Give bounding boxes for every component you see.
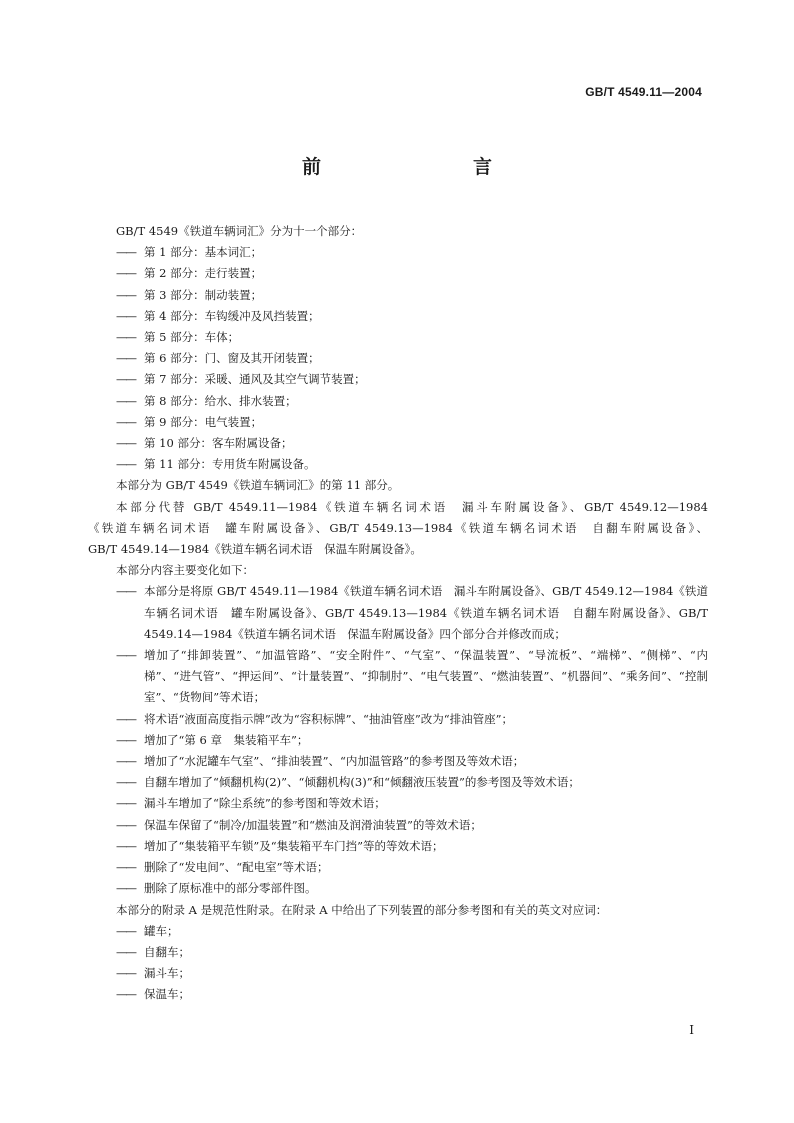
list-dash: —— (116, 372, 135, 387)
list-dash: —— (116, 351, 135, 366)
list-item-text: 漏斗车增加了“除尘系统”的参考图和等效术语； (144, 796, 386, 811)
list-item-text: 增加了“水泥罐车气室”、“排油装置”、“内加温管路”的参考图及等效术语； (144, 754, 525, 769)
annex-list-item (88, 942, 708, 963)
change-list-item (88, 772, 708, 793)
list-item-text: 保温车保留了“制冷/加温装置”和“燃油及润滑油装置”的等效术语； (144, 817, 482, 832)
annex-list (88, 921, 708, 1006)
change-list-item (88, 878, 708, 899)
list-item-text: 自翻车增加了“倾翻机构(2)”、“倾翻机构(3)”和“倾翻液压装置”的参考图及等效术语； (144, 775, 580, 790)
change-list-item (88, 815, 708, 836)
intro-paragraph: GB/T 4549《铁道车辆词汇》分为十一个部分： (116, 224, 363, 238)
list-dash: —— (116, 393, 135, 408)
part-list-item (88, 412, 708, 433)
change-list-item (88, 709, 708, 730)
list-item-text: 第 5 部分：车体； (144, 330, 240, 345)
change-list-item (88, 645, 708, 709)
list-dash: —— (116, 838, 135, 853)
changes-list (88, 581, 708, 899)
annex-list-item (88, 963, 708, 984)
list-item-text: 删除了原标准中的部分零部件图。 (144, 881, 317, 896)
parts-list (88, 242, 708, 475)
list-dash: —— (116, 436, 135, 451)
replaces-line: 《铁道车辆名词术语 罐车附属设备》、GB/T 4549.13—1984《铁道车辆名词术语 自翻车附属设备》、 (88, 520, 708, 535)
part-list-item (88, 433, 708, 454)
annex-list-item (88, 921, 708, 942)
replaces-line: 本部分代替 GB/T 4549.11—1984《铁道车辆名词术语 漏斗车附属设备》、GB/T 4549.12—1984 (116, 499, 708, 514)
change-list-item (88, 751, 708, 772)
list-item-text: 第 6 部分：门、窗及其开闭装置； (144, 351, 320, 366)
part-list-item (88, 454, 708, 475)
list-item-text: 增加了“第 6 章 集装箱平车”； (144, 732, 309, 747)
part-list-item (88, 285, 708, 306)
list-item-text: 本部分是将原 GB/T 4549.11—1984《铁道车辆名词术语 漏斗车附属设备》、GB/T 4549.12—1984《铁道车辆名词术语 罐车附属设备》、GB/T 4549.13—1984《铁道车辆名词术语 自翻车附属设备》、GB/T 4549.14—1984《铁道车辆名词术语 保温车附属设备》四个部分合并修改而成； (144, 584, 708, 641)
list-item-text: 第 7 部分：采暖、通风及其空气调节装置； (144, 372, 366, 387)
list-item-text: 第 11 部分：专用货车附属设备。 (144, 457, 316, 472)
standard-code: GB/T 4549.11—2004 (585, 85, 702, 99)
change-list-item (88, 836, 708, 857)
part-list-item (88, 263, 708, 284)
part-list-item (88, 348, 708, 369)
list-dash: —— (116, 287, 135, 302)
list-dash: —— (116, 796, 135, 811)
list-dash: —— (116, 330, 135, 345)
change-list-item (88, 793, 708, 814)
part-list-item (88, 242, 708, 263)
page-title: 前 言 (301, 156, 530, 178)
list-dash: —— (116, 966, 135, 981)
list-item-text: 增加了“集装箱平车锁”及“集装箱平车门挡”等的等效术语； (144, 838, 444, 853)
list-dash: —— (116, 457, 135, 472)
list-dash: —— (116, 732, 135, 747)
list-dash: —— (116, 648, 135, 663)
list-item-text: 漏斗车； (144, 966, 190, 981)
list-item-text: 第 2 部分：走行装置； (144, 266, 263, 281)
part-list-item (88, 369, 708, 390)
change-list-item (88, 857, 708, 878)
list-dash: —— (116, 817, 135, 832)
part-list-item (88, 306, 708, 327)
list-item-text: 第 4 部分：车钩缓冲及风挡装置； (144, 308, 320, 323)
foreword-body (88, 221, 708, 1006)
part-list-item (88, 391, 708, 412)
list-dash: —— (116, 414, 135, 429)
list-dash: —— (116, 711, 135, 726)
replaces-paragraph (88, 497, 708, 561)
list-item-text: 删除了“发电间”、“配电室”等术语； (144, 860, 329, 875)
list-dash: —— (116, 308, 135, 323)
part-list-item (88, 327, 708, 348)
list-item-text: 增加了“排卸装置”、“加温管路”、“安全附件”、“气室”、“保温装置”、“导流板”、“端梯”、“侧梯”、“内梯”、“进气管”、“押运间”、“计量装置”、“抑制肘”、“电气装置”、“燃油装置”、“机器间”、“乘务间”、“控制室”、“货物间”等术语； (144, 648, 708, 705)
list-item-text: 保温车； (144, 987, 190, 1002)
list-dash: —— (116, 944, 135, 959)
page-number: I (689, 1023, 694, 1037)
list-item-text: 第 1 部分：基本词汇； (144, 245, 263, 260)
list-dash: —— (116, 584, 135, 599)
list-dash: —— (116, 245, 135, 260)
replaces-line: GB/T 4549.14—1984《铁道车辆名词术语 保温车附属设备》。 (88, 542, 422, 557)
list-item-text: 自翻车； (144, 944, 190, 959)
annex-list-item (88, 984, 708, 1005)
list-dash: —— (116, 860, 135, 875)
list-dash: —— (116, 923, 135, 938)
this-part-paragraph: 本部分为 GB/T 4549《铁道车辆词汇》的第 11 部分。 (116, 478, 400, 493)
list-item-text: 第 3 部分：制动装置； (144, 287, 263, 302)
change-list-item (88, 730, 708, 751)
list-dash: —— (116, 775, 135, 790)
list-item-text: 第 8 部分：给水、排水装置； (144, 393, 297, 408)
list-dash: —— (116, 987, 135, 1002)
annex-intro: 本部分的附录 A 是规范性附录。在附录 A 中给出了下列装置的部分参考图和有关的英文对应词： (116, 902, 608, 917)
list-dash: —— (116, 754, 135, 769)
list-item-text: 将术语“液面高度指示牌”改为“容积标牌”、“抽油管座”改为“排油管座”； (144, 711, 514, 726)
list-dash: —— (116, 881, 135, 896)
list-item-text: 第 10 部分：客车附属设备； (144, 436, 293, 451)
list-dash: —— (116, 266, 135, 281)
change-list-item (88, 581, 708, 645)
list-item-text: 罐车； (144, 923, 179, 938)
list-item-text: 第 9 部分：电气装置； (144, 414, 263, 429)
changes-intro: 本部分内容主要变化如下： (116, 563, 254, 578)
